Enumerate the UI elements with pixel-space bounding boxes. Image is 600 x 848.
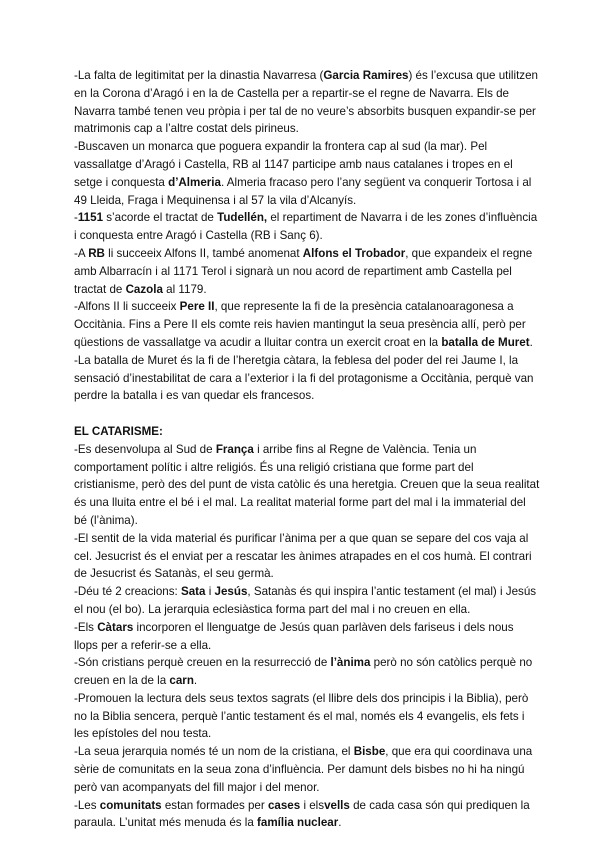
- text-run: -: [74, 211, 78, 225]
- bold-term: batalla de Muret: [441, 335, 530, 349]
- catharism-section: [74, 441, 540, 833]
- text-run: -La batalla de Muret és la fi de l’heretgia càtara, la feblesa del poder del rei Jaume I, la sensació d’inestabilitat de cara a l’exterior i la fi del protagonisme a Occitània, perquè van perdre la batalla i es van quedar els francesos.: [74, 353, 534, 403]
- bold-term: RB: [88, 246, 105, 260]
- paragraph: [74, 138, 540, 209]
- text-run: i arribe fins al Regne de València. Tenia un comportament polític i altre religiós. És una religió cristiana que forme part del cristianisme, però des del punt de vista catòlic és una heretgia. Creuen que la seua realitat és una lluita entre el bé i el mal. La realitat material forme part del mal i la immaterial del bé (l’ànima).: [74, 442, 540, 527]
- paragraph: [74, 67, 540, 138]
- bold-term: carn: [169, 674, 194, 688]
- bold-term: cases: [267, 798, 301, 812]
- text-run: -Déu té 2 creacions:: [74, 585, 181, 599]
- text-run: -Són cristians perquè creuen en la resurrecció de: [74, 656, 331, 670]
- bold-term: Garcia Ramires: [323, 69, 409, 82]
- text-run: -A: [74, 246, 89, 260]
- paragraph: [74, 441, 540, 530]
- text-run: -La seua jerarquia només té un nom de la cristiana, el: [74, 745, 354, 759]
- bold-term: Cazola: [125, 282, 163, 296]
- text-run: -Les: [74, 798, 100, 812]
- bold-term: 1151: [77, 211, 104, 225]
- text-run: .: [338, 816, 342, 830]
- bold-term: Pere II: [179, 300, 215, 314]
- section-heading: EL CATARISME:: [74, 424, 163, 438]
- history-section: [74, 67, 540, 405]
- text-run: .: [529, 335, 533, 349]
- bold-term: Tudellén,: [217, 211, 268, 225]
- bold-term: Sata: [180, 585, 206, 599]
- bold-term: Càtars: [97, 620, 134, 634]
- paragraph: [74, 352, 540, 405]
- paragraph: [74, 245, 540, 298]
- text-run: , que represente la fi de la presència catalanoaragonesa a Occitània. Fins a Pere II els comte reis havien mantingut la seua presència allí, però per qüestions de vassallatge va acudir a lluitar contra un exercit croat en la: [74, 300, 526, 349]
- text-run: -La falta de legitimitat per la dinastia Navarresa (: [74, 69, 324, 82]
- text-run: -El sentit de la vida material és purificar l’ànima per a que quan se separe del cos vaja al cel. Jesucrist és el enviat per a rescatar les ànimes atrapades en el cos humà. El contrari de Jesucrist és Satanàs, el seu germà.: [74, 531, 532, 581]
- text-run: , Satanàs és qui inspira l’antic testament (el mal) i Jesús el nou (el bo). La jerarquia eclesiàstica forma part del mal i no creuen en ella.: [74, 585, 537, 616]
- paragraph: [74, 743, 540, 796]
- text-run: li succeeix Alfons II, també anomenat: [104, 246, 303, 260]
- paragraph: [74, 530, 540, 583]
- paragraph: [74, 583, 540, 619]
- paragraph: [74, 209, 540, 245]
- text-run: , que era qui coordinava una sèrie de comunitats en la seua zona d’influència. Per damunt dels bisbes no hi ha ningú però van acompanyats del fill major i del menor.: [74, 745, 533, 794]
- text-run: i: [205, 585, 215, 599]
- bold-term: França: [215, 442, 254, 456]
- text-run: estan formades per: [161, 798, 268, 812]
- text-run: -Els: [74, 620, 98, 634]
- text-run: de cada casa són qui prediquen la paraula. L’unitat més menuda és la: [74, 798, 530, 830]
- bold-term: vells: [324, 798, 350, 812]
- bold-term: l’ànima: [330, 656, 371, 670]
- text-run: però no són catòlics perquè no creuen en la de la: [74, 656, 533, 688]
- text-run: ) és l’excusa que utilitzen en la Corona d’Aragó i en la de Castella per a repartir-se el regne de Navarra. Els de Navarra també tenen veu pròpia i per tal de no veure’s absorbits busquen expandir-se per matrimonis cap a l’altre costat dels pirineus.: [74, 69, 538, 136]
- text-run: al 1179.: [162, 282, 207, 296]
- bold-term: Bisbe: [353, 745, 386, 759]
- text-run: -Promouen la lectura dels seus textos sagrats (el llibre dels dos principis i la Biblia), però no la Biblia sencera, perquè l’antic testament és el mal, només els 4 evangelis, els fets i les epístoles del nou testa.: [74, 691, 529, 741]
- text-run: s’acorde el tractat de: [103, 211, 218, 225]
- section-gap: [74, 405, 540, 423]
- bold-term: d’Almeria: [168, 175, 221, 189]
- paragraph: [74, 690, 540, 743]
- paragraph: [74, 654, 540, 690]
- paragraph: [74, 619, 540, 655]
- text-run: .: [193, 674, 198, 688]
- bold-term: Alfons el Trobador: [302, 246, 406, 260]
- text-run: , que expandeix el regne amb Albarracín i al 1171 Terol i signarà un nou acord de repartiment amb Castella pel tractat de: [74, 246, 533, 296]
- bold-term: comunitats: [99, 798, 162, 812]
- bold-term: Jesús: [214, 585, 248, 599]
- text-run: -Es desenvolupa al Sud de: [74, 442, 216, 456]
- text-run: -Alfons II li succeeix: [74, 300, 180, 314]
- text-run: i els: [300, 798, 325, 812]
- text-run: el repartiment de Navarra i de les zones d’influència i conquesta entre Aragó i Castella (RB i Sanç 6).: [74, 211, 538, 243]
- text-run: . Almeria fracaso pero l’any següent va conquerir Tortosa i al 49 Lleida, Fraga i Mequinensa i al 57 la vila d’Alcanyís.: [74, 175, 532, 207]
- bold-term: família nuclear: [257, 816, 339, 830]
- text-run: -Buscaven un monarca que poguera expandir la frontera cap al sud (la mar). Pel vassallatge d’Aragó i Castella, RB al 1147 participe amb naus catalanes i tropes en el setge i conquesta: [74, 140, 513, 189]
- text-run: incorporen el llenguatge de Jesús quan parlàven dels fariseus i dels nous llops per a referir-se a ella.: [74, 620, 514, 652]
- paragraph: [74, 298, 540, 351]
- paragraph: [74, 797, 540, 833]
